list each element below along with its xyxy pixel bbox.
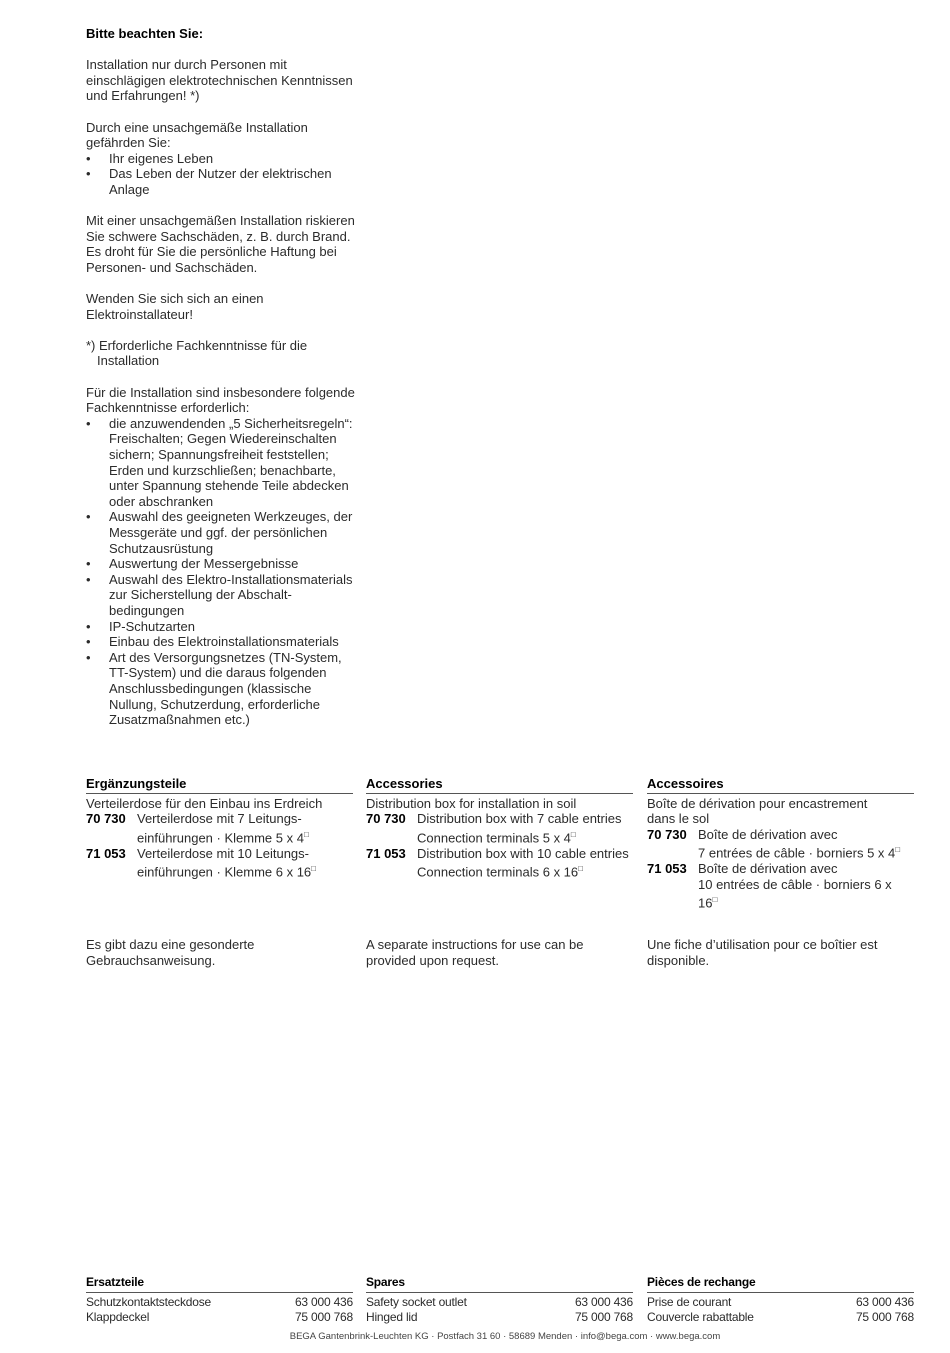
notice-paragraph: Für die Installation sind insbesondere folgende Fachkenntnisse erforderlich: [86,384,355,416]
section-title: Spares [366,1275,633,1293]
article-number: 70 730 [647,826,687,842]
list-item: • Auswahl des Elektro-Installationsmaterials zur Sicherstellung der Abschalt-bedingungen [86,572,356,619]
instruction-note-en: A separate instructions for use can be provided upon request. [366,937,584,968]
spare-row [366,1310,633,1326]
article-number: 71 053 [366,845,406,861]
spare-row [647,1310,914,1326]
notice-paragraph: Mit einer unsachgemäßen Installation riskieren Sie schwere Sachschäden, z. B. durch Brand. Es droht für Sie die persönliche Haftung bei Personen- und Sachschäden. [86,213,355,275]
accessory-item [86,846,353,881]
spare-name: Prise de courant [647,1294,732,1309]
list-item: • Das Leben der Nutzer der elektrischen Anlage [86,166,356,197]
accessory-intro: Distribution box for installation in soil [366,795,577,811]
article-number: 70 730 [366,811,406,827]
article-description: Verteilerdose mit 7 Leitungs- einführungen · Klemme 5 x 4□ [137,811,309,846]
spares-de [86,1275,353,1326]
article-description: Distribution box with 10 cable entries Connection terminals 6 x 16□ [417,845,629,880]
accessory-intro: Boîte de dérivation pour encastrement dans le sol [647,795,868,827]
spares-en [366,1275,633,1326]
list-item: • Einbau des Elektroinstallationsmaterials [86,634,356,650]
company-footer: BEGA Gantenbrink-Leuchten KG · Postfach 31 60 · 58689 Menden · info@bega.com · www.bega.com [289,1331,721,1342]
square-mm-mark: □ [712,895,718,905]
article-number: 70 730 [86,811,126,827]
square-mm-mark: □ [570,829,576,839]
accessories-en [366,776,633,880]
accessories-fr [647,776,914,911]
list-item: • IP-Schutzarten [86,619,356,635]
list-item: • Auswertung der Messergebnisse [86,556,356,572]
accessory-item [647,861,914,911]
spare-row [366,1295,633,1311]
list-item: • Ihr eigenes Leben [86,151,356,167]
list-item: • Auswahl des geeigneten Werkzeuges, der Messgeräte und ggf. der persönlichen Schutzausrüstung [86,509,356,556]
spare-code: 75 000 768 [294,1310,353,1325]
list-item: • die anzuwendenden „5 Sicherheitsregeln“: Freischalten; Gegen Wiedereinschalten sichern; Spannungsfreiheit feststellen; Erden und kurzschließen; benachbarte, unter Spannung stehende Teile abdecken oder abschranken [86,416,356,510]
section-title: Ergänzungsteile [86,776,353,794]
article-description: Verteilerdose mit 10 Leitungs- einführungen · Klemme 6 x 16□ [137,845,316,880]
spare-code: 63 000 436 [294,1294,353,1309]
spare-name: Couvercle rabattable [647,1310,754,1325]
spare-code: 75 000 768 [574,1310,633,1325]
article-description: Distribution box with 7 cable entries Connection terminals 5 x 4□ [417,811,622,846]
section-title: Pièces de rechange [647,1275,914,1293]
notice-paragraph: Wenden Sie sich sich an einen Elektroinstallateur! [86,291,264,322]
article-number: 71 053 [86,845,126,861]
section-title: Accessories [366,776,633,794]
article-number: 71 053 [647,861,687,877]
accessory-item [366,811,633,846]
accessories-de [86,776,353,880]
square-mm-mark: □ [303,829,309,839]
square-mm-mark: □ [895,845,901,855]
list-item: • Art des Versorgungsnetzes (TN-System, TT-System) und die daraus folgenden Anschlussbedingungen (klassische Nullung, Schutzerdung, erforderliche Zusatzmaßnahmen etc.) [86,650,356,728]
spare-name: Klappdeckel [86,1310,150,1325]
notice-paragraph: Durch eine unsachgemäße Installation gefährden Sie: [86,119,308,151]
section-title: Accessoires [647,776,914,794]
danger-list [86,151,356,198]
spare-name: Safety socket outlet [366,1294,467,1309]
notice-heading: Bitte beachten Sie: [86,26,204,41]
spare-code: 63 000 436 [855,1294,914,1309]
article-description: Boîte de dérivation avec 10 entrées de câble · borniers 6 x 16□ [698,861,892,911]
skills-list [86,416,356,728]
notice-paragraph: Installation nur durch Personen mit einschlägigen elektrotechnischen Kenntnissen und Erfahrungen! *) [86,57,353,104]
spare-code: 63 000 436 [574,1294,633,1309]
spares-fr [647,1275,914,1326]
instruction-note-de: Es gibt dazu eine gesonderte Gebrauchsanweisung. [86,937,255,968]
spare-code: 75 000 768 [855,1310,914,1325]
square-mm-mark: □ [578,864,583,874]
spare-name: Schutzkontaktsteckdose [86,1294,212,1309]
accessory-item [86,811,353,846]
instruction-note-fr: Une fiche d’utilisation pour ce boîtier est disponible. [647,937,878,968]
section-title: Ersatzteile [86,1275,353,1293]
spare-row [86,1295,353,1311]
accessory-item [366,846,633,881]
spare-row [86,1310,353,1326]
safety-notice [86,26,356,743]
square-mm-mark: □ [311,864,316,874]
accessory-item [647,827,914,862]
spare-row [647,1295,914,1311]
accessory-intro: Verteilerdose für den Einbau ins Erdreich [86,795,323,811]
spare-name: Hinged lid [366,1310,418,1325]
notice-footnote: *) Erforderliche Fachkenntnisse für die Installation [86,337,308,369]
article-description: Boîte de dérivation avec 7 entrées de câble · borniers 5 x 4□ [698,826,901,861]
